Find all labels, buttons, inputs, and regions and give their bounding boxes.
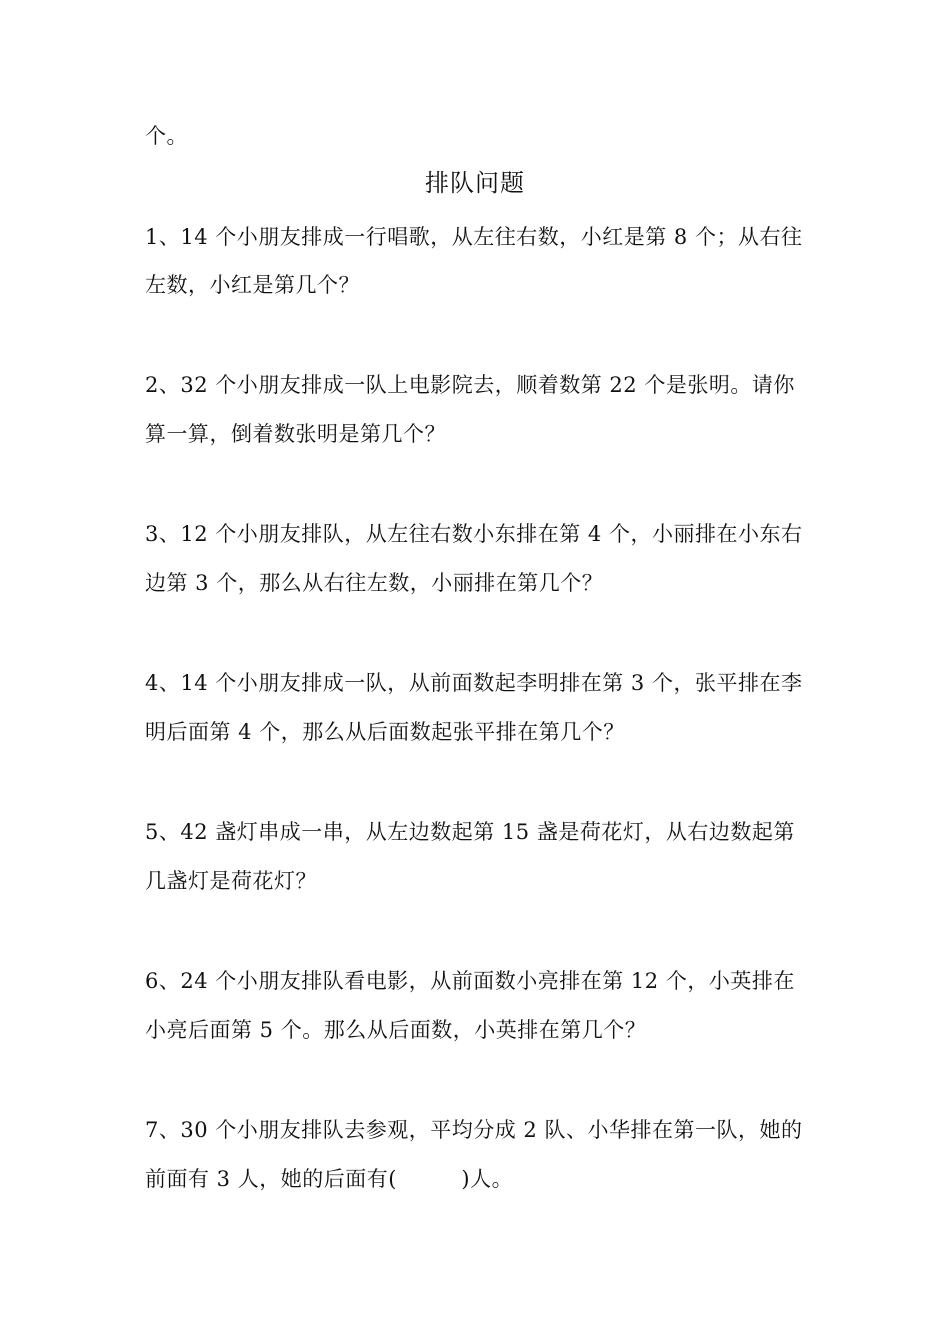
carryover-text: 个。: [145, 124, 188, 148]
problem-line: 6、24 个小朋友排队看电影，从前面数小亮排在第 12 个，小英排在: [145, 969, 795, 993]
problem-line: 几盏灯是荷花灯？: [145, 869, 317, 893]
problem-line: 算一算，倒着数张明是第几个？: [145, 422, 446, 446]
page-title: 排队问题: [425, 169, 525, 197]
problem-line: 前面有 3 人，她的后面有( )人。: [145, 1167, 514, 1191]
problem-line: 1、14 个小朋友排成一行唱歌，从左往右数，小红是第 8 个；从右往: [145, 225, 803, 249]
problem-line: 边第 3 个，那么从右往左数，小丽排在第几个？: [145, 571, 604, 595]
problem-line: 2、32 个小朋友排成一队上电影院去，顺着数第 22 个是张明。请你: [145, 373, 795, 397]
problem-line: 明后面第 4 个，那么从后面数起张平排在第几个？: [145, 720, 625, 744]
problem-line: 5、42 盏灯串成一串，从左边数起第 15 盏是荷花灯，从右边数起第: [145, 820, 795, 844]
problem-line: 7、30 个小朋友排队去参观，平均分成 2 队、小华排在第一队，她的: [145, 1118, 803, 1142]
problem-line: 4、14 个小朋友排成一队，从前面数起李明排在第 3 个，张平排在李: [145, 671, 803, 695]
problem-line: 左数，小红是第几个？: [145, 273, 360, 297]
problem-line: 3、12 个小朋友排队，从左往右数小东排在第 4 个，小丽排在小东右: [145, 522, 803, 546]
problem-line: 小亮后面第 5 个。那么从后面数，小英排在第几个？: [145, 1018, 647, 1042]
